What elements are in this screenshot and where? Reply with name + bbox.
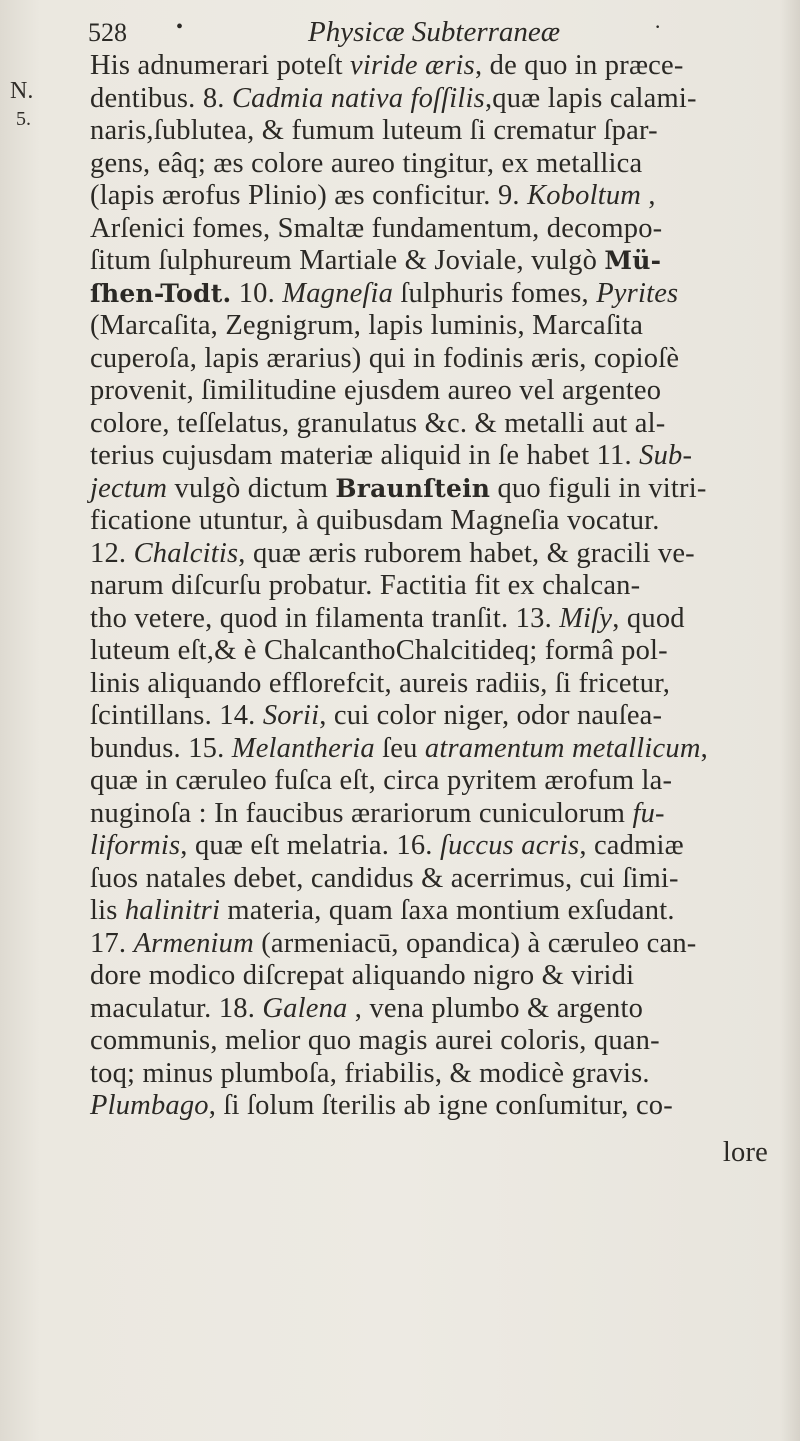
page-header — [88, 12, 768, 54]
text-run: Arſenici fomes, Smaltæ fundamentum, decompo- — [90, 212, 663, 244]
text-run: bundus. 15. — [90, 732, 232, 764]
text-line — [90, 148, 790, 181]
italic-term: ſuccus acris — [439, 830, 580, 861]
blackletter-term: ſhen-Todt. — [90, 278, 232, 308]
text-line — [90, 765, 790, 798]
text-line — [90, 863, 790, 896]
italic-term: jectum — [90, 472, 168, 504]
text-line — [90, 1058, 790, 1091]
italic-term: Koboltum — [527, 180, 642, 211]
text-line — [90, 570, 790, 603]
text-run: (lapis ærofus Plinio) æs conficitur. 9. — [90, 180, 528, 211]
text-line — [90, 83, 790, 116]
catchword-wrap — [90, 1137, 790, 1170]
text-line — [90, 213, 790, 246]
text-run: terius cujusdam materiæ aliquid in ſe habet 11. — [90, 440, 640, 471]
text-line — [90, 505, 790, 538]
text-run: , — [700, 732, 708, 764]
text-run: , cadmiæ — [579, 830, 684, 861]
text-line — [90, 830, 790, 863]
text-line — [90, 635, 790, 668]
text-run: narum diſcurſu probatur. Factitia fit ex chalcan- — [90, 570, 641, 601]
italic-term: halinitri — [124, 895, 221, 926]
italic-term: Sub- — [639, 440, 693, 471]
italic-term: Pyrites — [596, 277, 679, 309]
text-line — [90, 115, 790, 148]
text-line — [90, 1090, 790, 1123]
text-line — [90, 343, 790, 376]
italic-term: viride æris — [350, 50, 475, 81]
italic-term: Chalcitis — [133, 537, 239, 569]
italic-term: Galena — [262, 992, 348, 1024]
text-line — [90, 408, 790, 441]
italic-term: Plumbago — [90, 1090, 209, 1121]
text-run: , de quo in præce- — [474, 50, 684, 81]
text-run: quæ in cæruleo fuſca eſt, circa pyritem ærofum la- — [90, 765, 673, 796]
text-line — [90, 50, 790, 83]
text-run: luteum eſt,& è ChalcanthoChalcitideq; formâ pol- — [90, 635, 668, 666]
text-line — [90, 895, 790, 928]
text-line — [90, 603, 790, 636]
text-run: His adnumerari poteſt — [90, 50, 351, 81]
text-line — [90, 538, 790, 571]
italic-term: Melantheria — [231, 732, 375, 764]
text-run: quo figuli in vitri- — [490, 472, 707, 504]
text-line — [90, 180, 790, 213]
text-run: tho vetere, quod in filamenta tranſit. 13. — [90, 602, 560, 634]
blackletter-term: Mü- — [604, 246, 662, 275]
text-run: ſitum ſulphureum Martiale & Joviale, vulgò — [90, 245, 605, 276]
text-line — [90, 993, 790, 1026]
text-run: nuginoſa : In faucibus ærariorum cuniculorum — [90, 797, 633, 829]
text-run: vulgò dictum — [167, 472, 336, 504]
text-run: dentibus. 8. — [90, 82, 232, 114]
text-run: ſulphuris fomes, — [393, 277, 597, 309]
text-line — [90, 440, 790, 473]
italic-term: Miſy — [559, 602, 613, 634]
margin-note-number: 5. — [16, 108, 31, 130]
text-line — [90, 310, 790, 343]
text-run: colore, teſſelatus, granulatus &c. & metalli aut al- — [90, 407, 666, 439]
page-number: 528 — [88, 18, 127, 47]
italic-term: fu- — [632, 797, 665, 829]
text-line — [90, 960, 790, 993]
text-run: dore modico diſcrepat aliquando nigro & viridi — [90, 960, 635, 991]
text-run: 10. — [231, 277, 283, 309]
blackletter-term: Braunſtein — [335, 473, 491, 503]
italic-term: Magneſia — [282, 277, 394, 309]
text-run: communis, melior quo magis aurei coloris, quan- — [90, 1025, 660, 1056]
text-run: ſeu — [374, 732, 425, 764]
italic-term: Cadmia nativa foſſilis — [231, 82, 485, 114]
text-run: (armeniacū, opandica) à cæruleo can- — [253, 927, 697, 959]
text-run: toq; minus plumboſa, friabilis, & modicè gravis. — [90, 1057, 650, 1089]
text-run: ſuos natales debet, candidus & acerrimus, cui ſimi- — [90, 862, 679, 894]
text-run: lis — [90, 895, 125, 926]
text-run: , ſi ſolum ſterilis ab igne conſumitur, co- — [208, 1090, 673, 1121]
text-run: , quod — [612, 602, 685, 634]
text-run: naris,ſublutea, & fumum luteum ſi crematur ſpar- — [90, 115, 658, 146]
text-run: maculatur. 18. — [90, 992, 263, 1024]
text-run: cuperoſa, lapis ærarius) qui in fodinis æris, copioſè — [90, 342, 680, 374]
text-line — [90, 928, 790, 961]
text-line — [90, 668, 790, 701]
text-run: ficatione utuntur, à quibusdam Magneſia vocatur. — [90, 505, 660, 536]
text-run: (Marcaſita, Zegnigrum, lapis luminis, Marcaſita — [90, 310, 644, 341]
italic-term: liformis — [90, 830, 181, 861]
main-text — [90, 50, 790, 1123]
text-run: linis aliquando efflorefcit, aureis radiis, ſi fricetur, — [90, 667, 671, 699]
text-run: , vena plumbo & argento — [347, 992, 644, 1024]
text-run: , quæ æris ruborem habet, & gracili ve- — [238, 537, 695, 569]
text-run: provenit, ſimilitudine ejusdem aureo vel argenteo — [90, 375, 662, 406]
catchword: lore — [722, 1137, 768, 1168]
italic-term: Sorii — [262, 700, 320, 731]
text-line — [90, 278, 790, 311]
text-run: gens, eâq; æs colore aureo tingitur, ex metallica — [90, 147, 643, 179]
text-run: , quæ eſt melatria. 16. — [180, 830, 440, 861]
text-run: , — [641, 180, 656, 211]
text-line — [90, 245, 790, 278]
text-line — [90, 798, 790, 831]
text-run: materia, quam ſaxa montium exſudant. — [220, 895, 675, 926]
text-run: ſcintillans. 14. — [90, 700, 263, 731]
header-mark: · — [654, 14, 662, 39]
text-line — [90, 473, 790, 506]
header-ornament: • — [176, 16, 184, 38]
running-title: Physicæ Subterraneæ — [308, 16, 561, 48]
italic-term: Armenium — [133, 927, 254, 959]
text-line — [90, 1025, 790, 1058]
margin-note-label: N. — [10, 78, 34, 104]
text-run: ,quæ lapis calami- — [484, 82, 697, 114]
text-line — [90, 733, 790, 766]
text-line — [90, 700, 790, 733]
text-line — [90, 375, 790, 408]
italic-term: atramentum metallicum — [424, 732, 701, 764]
text-run: 17. — [90, 927, 134, 959]
text-run: , cui color niger, odor nauſea- — [319, 700, 663, 731]
text-run: 12. — [90, 537, 134, 569]
